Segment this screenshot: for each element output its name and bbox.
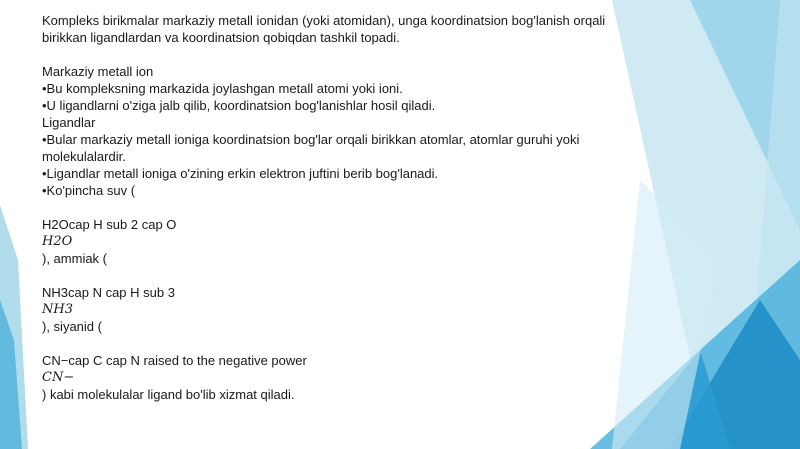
intro-line-2: birikkan ligandlardan va koordinatsion qobiqdan tashkil topadi. (42, 30, 400, 45)
slide-body (42, 12, 632, 403)
formula-water-speech: H2Ocap H sub 2 cap O (42, 217, 177, 232)
heading-ligands: Ligandlar (42, 115, 96, 130)
heading-central-metal: Markaziy metall ion (42, 64, 154, 79)
closing-line: ) kabi molekulalar ligand bo'lib xizmat qiladi. (42, 387, 295, 402)
text-ammonia: ), ammiak ( (42, 251, 107, 266)
text-cyanide: ), siyanid ( (42, 319, 102, 334)
bullet-ligands-3: •Ko'pincha suv ( (42, 183, 136, 198)
bullet-ligands-2: •Ligandlar metall ioniga o'zining erkin elektron juftini berib bog'lanadi. (42, 166, 439, 181)
intro-line-1: Kompleks birikmalar markaziy metall ionidan (yoki atomidan), unga koordinatsion bog'lanish orqali (42, 13, 606, 28)
formula-cyanide: 𝐶𝑁− (42, 370, 75, 385)
bullet-ligands-1: •Bular markaziy metall ioniga koordinatsion bog'lar orqali birikkan atomlar, atomlar guruhi yoki molekulalardir. (42, 132, 580, 164)
formula-ammonia-speech: NH3cap N cap H sub 3 (42, 285, 175, 300)
formula-ammonia: 𝑁𝐻3 (42, 302, 73, 317)
bullet-central-1: •Bu kompleksning markazida joylashgan metall atomi yoki ioni. (42, 81, 403, 96)
formula-cyanide-speech: CN−cap C cap N raised to the negative power (42, 353, 307, 368)
bullet-central-2: •U ligandlarni o'ziga jalb qilib, koordinatsion bog'lanishlar hosil qiladi. (42, 98, 436, 113)
formula-water: 𝐻2𝑂 (42, 234, 73, 249)
